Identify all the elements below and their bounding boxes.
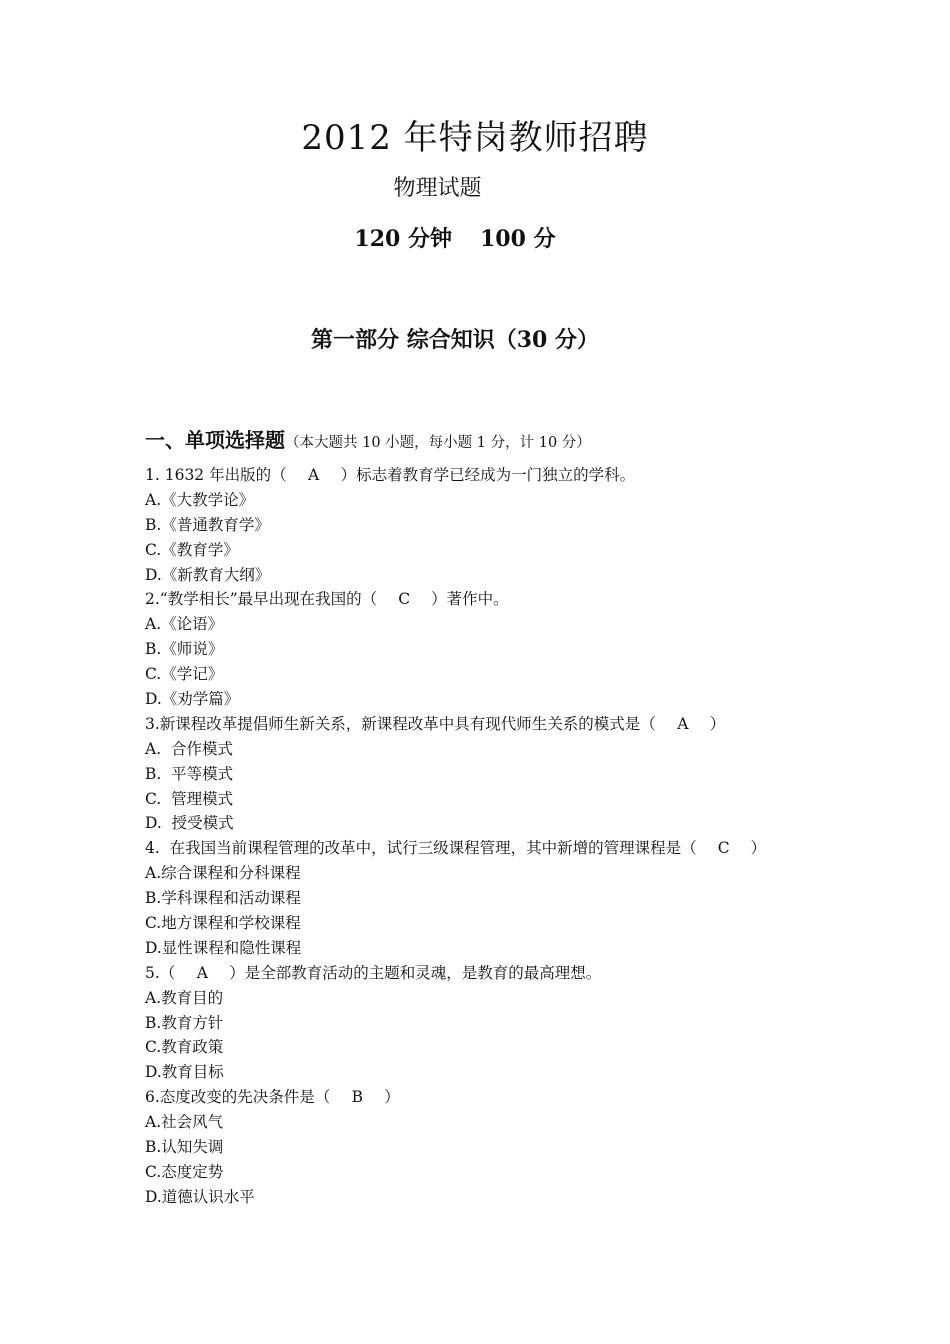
answer-key: A: [307, 466, 320, 484]
question-option: C.地方课程和学校课程: [145, 914, 301, 933]
answer-key: B: [351, 1088, 363, 1107]
stem-text: 3.新课程改革提倡师生新关系，新课程改革中具有现代师生关系的模式是（: [145, 714, 656, 733]
question-stem: [145, 961, 905, 986]
question-option: B.《普通教育学》: [145, 515, 270, 534]
section-note: （本大题共 10 小题，每小题 1 分，计 10 分）: [285, 435, 591, 451]
question-option: D.《新教育大纲》: [145, 565, 271, 584]
exam-duration: 120 分钟: [354, 226, 452, 252]
question-option: B.认知失调: [145, 1138, 224, 1157]
stem-text: ）: [384, 1088, 400, 1107]
exam-title: 2012 年特岗教师招聘: [301, 118, 649, 158]
question-option: A.社会风气: [145, 1113, 224, 1132]
stem-text: 4. 在我国当前课程管理的改革中，试行三级课程管理，其中新增的管理课程是（: [145, 839, 697, 858]
question-option: B.《师说》: [145, 640, 224, 659]
stem-text: 1. 1632 年出版的（: [145, 466, 287, 484]
question-option: C.《教育学》: [145, 540, 239, 559]
question-option: C. 管理模式: [145, 789, 234, 808]
stem-text: ）: [750, 839, 767, 858]
stem-text: 2.“教学相长”最早出现在我国的（: [145, 590, 378, 609]
question-option: C.《学记》: [145, 665, 224, 684]
question-option: D.道德认识水平: [145, 1187, 255, 1206]
stem-text: 6.态度改变的先决条件是（: [145, 1088, 331, 1107]
stem-text: ）标志着教育学已经成为一门独立的学科。: [340, 466, 636, 484]
question-option: C.教育政策: [145, 1038, 224, 1057]
answer-key: C: [717, 839, 730, 858]
stem-text: 5.（: [145, 963, 176, 982]
answer-key: C: [398, 590, 411, 609]
exam-total-score: 100 分: [480, 226, 556, 252]
question-stem: [145, 587, 905, 612]
question-stem: [145, 463, 905, 488]
question-option: A. 合作模式: [145, 739, 233, 758]
part-heading: 第一部分 综合知识（30 分）: [311, 327, 599, 353]
answer-key: A: [196, 963, 208, 982]
exam-subject: 物理试题: [393, 176, 482, 201]
question-option: A.教育目的: [145, 988, 224, 1007]
stem-text: ）: [709, 714, 726, 733]
question-option: A.《论语》: [145, 615, 224, 634]
stem-text: ）是全部教育活动的主题和灵魂，是教育的最高理想。: [229, 963, 602, 982]
exam-meta: [0, 224, 910, 254]
question-option: A.《大教学论》: [145, 490, 255, 509]
stem-text: ）著作中。: [431, 590, 509, 609]
question-option: D.《劝学篇》: [145, 690, 240, 709]
question-list: [145, 463, 905, 1210]
answer-key: A: [677, 714, 689, 733]
question-option: B.教育方针: [145, 1013, 224, 1032]
question-option: D.教育目标: [145, 1063, 224, 1082]
question-option: D. 授受模式: [145, 814, 234, 833]
section-title: 一、单项选择题: [145, 428, 285, 452]
question-option: C.态度定势: [145, 1162, 224, 1181]
question-stem: [145, 1085, 905, 1110]
question-stem: [145, 712, 905, 737]
section-heading: [145, 426, 591, 457]
question-option: A.综合课程和分科课程: [145, 864, 301, 883]
question-option: D.显性课程和隐性课程: [145, 938, 302, 957]
question-option: B.学科课程和活动课程: [145, 889, 301, 908]
question-stem: [145, 836, 905, 861]
question-option: B. 平等模式: [145, 764, 234, 783]
